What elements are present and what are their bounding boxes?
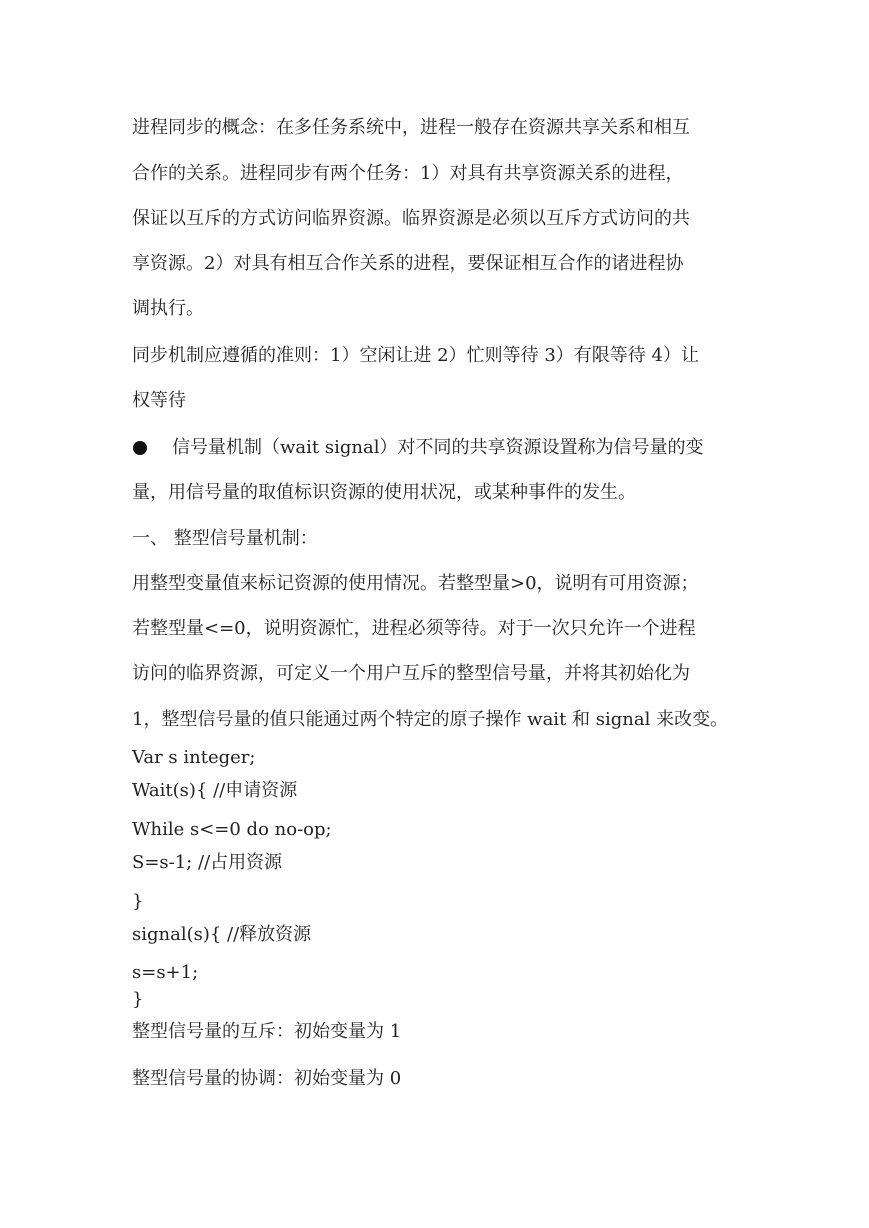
paragraph-line: 同步机制应遵循的准则：1）空闲让进 2）忙则等待 3）有限等待 4）让 xyxy=(132,345,699,366)
paragraph-line: 进程同步的概念：在多任务系统中，进程一般存在资源共享关系和相互 xyxy=(132,117,690,138)
paragraph-line: 调执行。 xyxy=(132,298,204,319)
code-line: Wait(s){ //申请资源 xyxy=(132,780,298,801)
code-line: s=s+1; xyxy=(132,962,199,983)
note-line: 整型信号量的协调：初始变量为 0 xyxy=(132,1068,402,1089)
bullet-icon xyxy=(133,441,147,455)
code-line: } xyxy=(132,989,144,1010)
paragraph-line: 若整型量<=0，说明资源忙，进程必须等待。对于一次只允许一个进程 xyxy=(132,618,696,639)
section-heading: 一、 整型信号量机制： xyxy=(132,528,318,549)
code-line: While s<=0 do no-op; xyxy=(132,819,332,840)
paragraph-line: 1，整型信号量的值只能通过两个特定的原子操作 wait 和 signal 来改变。 xyxy=(132,709,729,730)
paragraph-line: 权等待 xyxy=(132,390,186,411)
code-line: Var s integer; xyxy=(132,747,256,768)
bullet-line: 量，用信号量的取值标识资源的使用状况，或某种事件的发生。 xyxy=(132,482,636,503)
code-line: } xyxy=(132,891,144,912)
paragraph-line: 享资源。2）对具有相互合作关系的进程，要保证相互合作的诸进程协 xyxy=(132,253,684,274)
note-line: 整型信号量的互斥：初始变量为 1 xyxy=(132,1021,402,1042)
paragraph-line: 保证以互斥的方式访问临界资源。临界资源是必须以互斥方式访问的共 xyxy=(132,208,690,229)
paragraph-line: 用整型变量值来标记资源的使用情况。若整型量>0，说明有可用资源； xyxy=(132,573,699,594)
code-line: signal(s){ //释放资源 xyxy=(132,924,312,945)
paragraph-line: 访问的临界资源，可定义一个用户互斥的整型信号量，并将其初始化为 xyxy=(132,663,690,684)
code-line: S=s-1; //占用资源 xyxy=(132,852,283,873)
bullet-line: 信号量机制（wait signal）对不同的共享资源设置称为信号量的变 xyxy=(172,437,704,458)
paragraph-line: 合作的关系。进程同步有两个任务：1）对具有共享资源关系的进程， xyxy=(132,163,684,184)
